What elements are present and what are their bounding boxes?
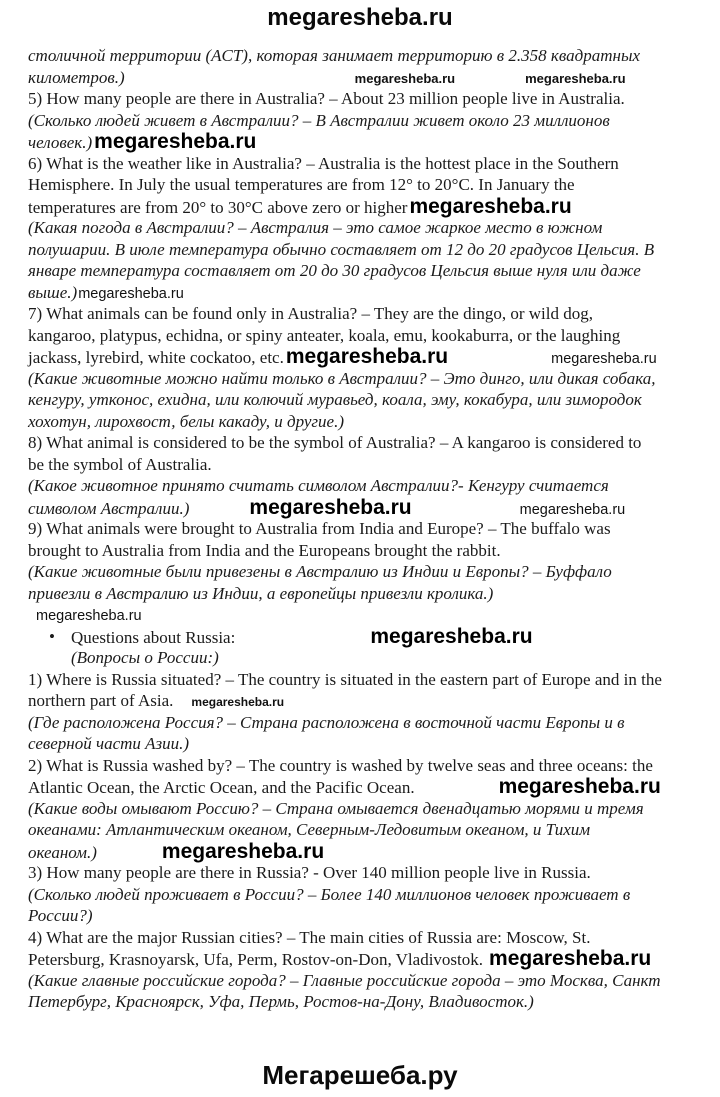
text-run: temperatures are from 20° to 30°C above zero or higher bbox=[28, 197, 408, 217]
r1-ru-line1 bbox=[28, 712, 712, 734]
bullet-questions-about-russia bbox=[28, 626, 712, 648]
watermark-inline: megaresheba.ru bbox=[519, 501, 626, 518]
q6-ru-line3 bbox=[28, 260, 712, 282]
text-run: (Сколько людей проживает в России? – Более 140 миллионов человек проживает в bbox=[28, 884, 631, 904]
site-watermark-header: megaresheba.ru bbox=[267, 4, 453, 31]
q8-ru-line2 bbox=[28, 497, 712, 519]
text-run: привезли в Австралию из Индии, а европейцы привезли кролика.) bbox=[28, 583, 494, 603]
text-run: столичной территории (ACT), которая занимает территорию в 2.358 квадратных bbox=[28, 46, 640, 65]
watermark-inline: megaresheba.ru bbox=[161, 839, 325, 863]
act-note-ru-line1 bbox=[28, 45, 712, 67]
text-run: (Какие воды омывают Россию? – Страна омывается двенадцатью морями и тремя bbox=[28, 798, 644, 818]
watermark-inline: megaresheba.ru bbox=[489, 947, 652, 970]
text-run: Atlantic Ocean, the Arctic Ocean, and the Pacific Ocean. bbox=[28, 778, 415, 797]
q6-en-line2 bbox=[28, 174, 712, 196]
watermark-inline: megaresheba.ru bbox=[370, 624, 533, 648]
q7-ru-line2 bbox=[28, 389, 712, 411]
q5-en bbox=[28, 88, 712, 110]
q7-en-line1 bbox=[28, 303, 712, 325]
text-run: символом Австралии.) bbox=[28, 498, 190, 518]
text-run: brought to Australia from India and the Europeans brought the rabbit. bbox=[28, 540, 501, 560]
text-run: northern part of Asia. bbox=[28, 691, 174, 710]
text-run: 8) What animal is considered to be the symbol of Australia? – A kangaroo is considered to bbox=[28, 433, 642, 452]
r1-en-line1 bbox=[28, 669, 712, 691]
text-run: Petersburg, Krasnoyarsk, Ufa, Perm, Rostov-on-Don, Vladivostok. bbox=[28, 950, 484, 969]
text-run: be the symbol of Australia. bbox=[28, 454, 212, 474]
r3-ru-line1 bbox=[28, 884, 712, 906]
r1-ru-line2 bbox=[28, 733, 712, 755]
text-run: (Какое животное принято считать символом Австралии?- Кенгуру считается bbox=[28, 476, 609, 495]
q6-ru-line4 bbox=[28, 282, 712, 304]
text-run: 2) What is Russia washed by? – The country is washed by twelve seas and three oceans: the bbox=[28, 755, 653, 775]
text-run: 6) What is the weather like in Australia? – Australia is the hottest place in the Southern bbox=[28, 153, 619, 173]
watermark-inline: megaresheba.ru bbox=[498, 775, 661, 798]
watermark-inline: megaresheba.ru bbox=[285, 345, 449, 368]
text-run: человек.) bbox=[28, 133, 93, 152]
q7-ru-line1 bbox=[28, 368, 712, 390]
text-run: (Где расположена Россия? – Страна расположена в восточной части Европы и в bbox=[28, 712, 625, 732]
text-run: Hemisphere. In July the usual temperatures are from 12° to 20°C. In January the bbox=[28, 175, 575, 194]
r2-ru-line1 bbox=[28, 798, 712, 820]
act-note-ru-line2 bbox=[28, 67, 712, 89]
r4-en-line2 bbox=[28, 948, 712, 970]
r2-ru-line3 bbox=[28, 841, 712, 863]
document-lines bbox=[0, 45, 720, 1013]
text-run: (Какие животные были привезены в Австралию из Индии и Европы? – Буффало bbox=[28, 562, 612, 581]
q7-ru-line3 bbox=[28, 411, 712, 433]
q6-en-line3 bbox=[28, 196, 712, 218]
q8-en-line1 bbox=[28, 432, 712, 454]
text-run: (Сколько людей живет в Австралии? – В Австралии живет около 23 миллионов bbox=[28, 110, 610, 130]
watermark-inline: megaresheba.ru bbox=[249, 495, 412, 519]
q6-ru-line1 bbox=[28, 217, 712, 239]
watermark-inline: megaresheba.ru bbox=[94, 130, 257, 153]
q9-en-line1 bbox=[28, 518, 712, 540]
r2-en-line2 bbox=[28, 776, 712, 798]
text-run: километров.) bbox=[28, 67, 125, 87]
site-brand-footer: Мегарешеба.ру bbox=[262, 1060, 458, 1090]
text-run: океаном.) bbox=[28, 842, 97, 862]
watermark-inline: megaresheba.ru bbox=[551, 351, 657, 367]
text-run: 4) What are the major Russian cities? – The main cities of Russia are: Moscow, St. bbox=[28, 927, 591, 947]
text-run: выше.) bbox=[28, 282, 78, 302]
r2-ru-line2 bbox=[28, 819, 712, 841]
q7-en-line3 bbox=[28, 346, 712, 368]
r4-ru-line2 bbox=[28, 991, 712, 1013]
r3-en bbox=[28, 862, 712, 884]
q9-en-line2 bbox=[28, 540, 712, 562]
watermark-inline: megaresheba.ru bbox=[36, 608, 142, 624]
q5-ru-line2 bbox=[28, 131, 712, 153]
text-run: Петербург, Красноярск, Уфа, Пермь, Ростов-на-Дону, Владивосток.) bbox=[28, 992, 534, 1011]
standalone-watermark bbox=[28, 604, 712, 626]
r4-en-line1 bbox=[28, 927, 712, 949]
watermark-inline: megaresheba.ru bbox=[78, 285, 184, 302]
q8-en-line2 bbox=[28, 454, 712, 476]
r3-ru-line2 bbox=[28, 905, 712, 927]
q8-ru-line1 bbox=[28, 475, 712, 497]
text-run: северной части Азии.) bbox=[28, 734, 190, 753]
text-run: России?) bbox=[28, 906, 93, 925]
text-run: jackass, lyrebird, white cockatoo, etc. bbox=[28, 348, 284, 367]
text-run: полушарии. В июле температура обычно составляет от 12 до 20 градусов Цельсия. В bbox=[28, 239, 655, 259]
text-run: (Какие животные можно найти только в Австралии? – Это динго, или дикая собака, bbox=[28, 368, 656, 388]
text-run: 9) What animals were brought to Australia from India and Europe? – The buffalo was bbox=[28, 519, 611, 538]
q7-en-line2 bbox=[28, 325, 712, 347]
text-run: Questions about Russia: bbox=[71, 627, 236, 647]
text-run: 5) How many people are there in Australia? – About 23 million people live in Australia. bbox=[28, 89, 625, 108]
text-run: (Какие главные российские города? – Главные российские города – это Москва, Санкт bbox=[28, 970, 661, 990]
bullet-icon: • bbox=[49, 626, 55, 646]
text-run: кенгуру, утконос, ехидна, или колючий муравьед, коала, эму, кокабура, или зимородок bbox=[28, 390, 642, 409]
r2-en-line1 bbox=[28, 755, 712, 777]
text-run: 3) How many people are there in Russia? - Over 140 million people live in Russia. bbox=[28, 863, 591, 882]
watermark-inline: megaresheba.ru bbox=[354, 70, 456, 86]
text-run: январе температура составляет от 20 до 30 градусов Цельсия выше нуля или даже bbox=[28, 261, 641, 280]
r4-ru-line1 bbox=[28, 970, 712, 992]
watermark-inline: megaresheba.ru bbox=[525, 70, 626, 86]
watermark-inline: megaresheba.ru bbox=[191, 695, 285, 709]
watermark-inline: megaresheba.ru bbox=[409, 194, 572, 218]
text-run: (Какая погода в Австралии? – Австралия – это самое жаркое место в южном bbox=[28, 218, 603, 237]
text-run: kangaroo, platypus, echidna, or spiny anteater, koala, emu, kookaburra, or the laughing bbox=[28, 325, 621, 345]
q6-en-line1 bbox=[28, 153, 712, 175]
text-run: 7) What animals can be found only in Australia? – They are the dingo, or wild dog, bbox=[28, 304, 593, 323]
text-run: 1) Where is Russia situated? – The country is situated in the eastern part of Europe and in the bbox=[28, 669, 662, 689]
text-run: океанами: Атлантическим океаном, Северным-Ледовитым океаном, и Тихим bbox=[28, 820, 591, 839]
r1-en-line2 bbox=[28, 690, 712, 712]
bullet-questions-about-russia-ru bbox=[28, 647, 712, 669]
q6-ru-line2 bbox=[28, 239, 712, 261]
text-run: хохотун, лирохвост, белы какаду, и другие.) bbox=[28, 411, 344, 431]
q9-ru-line2 bbox=[28, 583, 712, 605]
q5-ru-line1 bbox=[28, 110, 712, 132]
q9-ru-line1 bbox=[28, 561, 712, 583]
text-run: (Вопросы о России:) bbox=[71, 648, 219, 667]
